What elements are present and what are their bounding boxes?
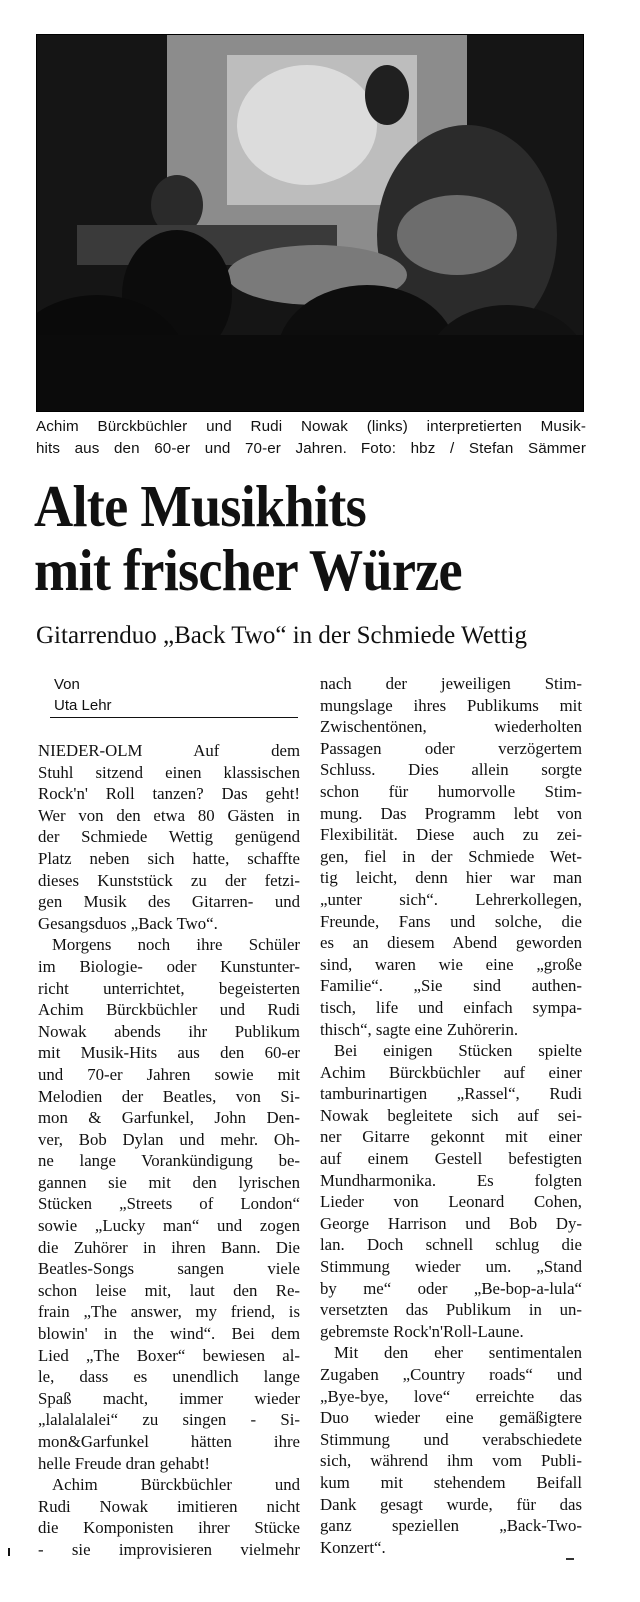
text-line: lan. Doch schnell schlug die bbox=[320, 1235, 582, 1255]
text-line: Wer von den etwa 80 Gästen in bbox=[38, 805, 300, 825]
text-line: ganz speziellen „Back-Two- bbox=[320, 1516, 582, 1536]
caption-line bbox=[36, 438, 586, 460]
text-line: Spaß macht, immer wieder bbox=[38, 1388, 300, 1408]
text-line: Duo wieder eine gemäßigtere bbox=[320, 1408, 582, 1428]
article-column-1 bbox=[38, 740, 300, 1561]
text-line: Melodien der Beatles, von Si- bbox=[38, 1086, 300, 1106]
concert-photo-image bbox=[37, 35, 583, 411]
text-line: schon leise mit, laut den Re- bbox=[38, 1280, 300, 1300]
text-line: frain „The answer, my friend, is bbox=[38, 1302, 300, 1322]
text-line: es an diesem Abend geworden bbox=[320, 933, 582, 953]
text-line: Nowak begleitete sich auf sei- bbox=[320, 1105, 582, 1125]
byline-von: Von bbox=[54, 676, 80, 693]
text-line: Mundharmonika. Es folgten bbox=[320, 1170, 582, 1190]
text-line: auf einem Gestell befestigten bbox=[320, 1149, 582, 1169]
text-line: „unter sich“. Lehrerkollegen, bbox=[320, 889, 582, 909]
text-line: Lied „The Boxer“ bewiesen al- bbox=[38, 1345, 300, 1365]
headline-line: Alte Musikhits bbox=[34, 473, 367, 539]
byline-divider bbox=[50, 717, 298, 718]
text-line: Zwischentönen, wiederholten bbox=[320, 717, 582, 737]
text-line: Gesangsduos „Back Two“. bbox=[38, 913, 218, 933]
margin-mark bbox=[8, 1548, 10, 1556]
text-line: im Biologie- oder Kunstunter- bbox=[38, 956, 300, 976]
text-line: „Bye-bye, love“ erreichte das bbox=[320, 1386, 582, 1406]
text-line: „lalalalalei“ zu singen - Si- bbox=[38, 1410, 300, 1430]
text-line: der Schmiede Wettig genügend bbox=[38, 827, 300, 847]
text-line: mon & Garfunkel, John Den- bbox=[38, 1108, 300, 1128]
text-line: versetzten das Publikum in un- bbox=[320, 1300, 582, 1320]
text-line: mit Musik-Hits aus den 60-er bbox=[38, 1043, 300, 1063]
byline-author: Uta Lehr bbox=[54, 697, 112, 714]
text-line: Passagen oder verzögertem bbox=[320, 738, 582, 758]
text-line: helle Freude dran gehabt! bbox=[38, 1453, 210, 1473]
text-line: Schluss. Dies allein sorgte bbox=[320, 760, 582, 780]
text-line: Nowak abends ihr Publikum bbox=[38, 1021, 300, 1041]
photo-credit: Foto: hbz / Stefan Sämmer bbox=[360, 440, 586, 457]
text-line: Freunde, Fans und solche, die bbox=[320, 911, 582, 931]
text-line: Achim Bürckbüchler und Rudi bbox=[38, 1000, 300, 1020]
text-line: Platz neben sich hatte, schaffte bbox=[38, 848, 300, 868]
article-photo bbox=[36, 34, 584, 412]
text-line: Familie“. „Sie sind authen- bbox=[320, 976, 582, 996]
text-line: sowie „Lucky man“ und zogen bbox=[38, 1216, 300, 1236]
text-line: kum mit stehendem Beifall bbox=[320, 1472, 582, 1492]
text-line: blowin' in the wind“. Bei dem bbox=[38, 1324, 300, 1344]
text-line: Beatles-Songs sangen viele bbox=[38, 1259, 300, 1279]
text-line: dieses Kunststück zu der fetzi- bbox=[38, 870, 300, 890]
text-line: Morgens noch ihre Schüler bbox=[52, 935, 300, 955]
byline bbox=[54, 674, 300, 716]
text-line: le, dass es unendlich lange bbox=[38, 1367, 300, 1387]
text-line: ne lange Vorankündigung be- bbox=[38, 1151, 300, 1171]
subtitle: Gitarrenduo „Back Two“ in der Schmiede Wettig bbox=[36, 622, 528, 649]
text-line: Bei einigen Stücken spielte bbox=[334, 1041, 582, 1061]
text-line: Lieder von Leonard Cohen, bbox=[320, 1192, 582, 1212]
text-line: mungslage ihres Publikums mit bbox=[320, 695, 582, 715]
text-line: gen Musik des Gitarren- und bbox=[38, 892, 300, 912]
text-line: gannen sie mit den lyrischen bbox=[38, 1172, 300, 1192]
text-line: Dank gesagt wurde, für das bbox=[320, 1494, 582, 1514]
article-column-2 bbox=[320, 673, 582, 1558]
text-line: Stimmung und verabschiedete bbox=[320, 1429, 582, 1449]
text-line: thisch“, sagte eine Zuhörerin. bbox=[320, 1019, 519, 1039]
text-line: Stuhl sitzend einen klassischen bbox=[38, 762, 300, 782]
text-line: die Komponisten ihrer Stücke bbox=[38, 1518, 300, 1538]
text-line: Zugaben „Country roads“ und bbox=[320, 1365, 582, 1384]
text-line: schon für humorvolle Stim- bbox=[320, 781, 582, 801]
text-line: Rock'n' Roll tanzen? Das geht! bbox=[38, 784, 300, 804]
text-line: - sie improvisieren vielmehr bbox=[38, 1539, 300, 1559]
text-line: sich, während ihm vom Publi- bbox=[320, 1451, 582, 1471]
text-line: Mit den eher sentimentalen bbox=[334, 1343, 582, 1363]
text-line: Konzert“. bbox=[320, 1537, 386, 1557]
text-line: Flexibilität. Diese auch zu zei- bbox=[320, 825, 582, 845]
text-line: nach der jeweiligen Stim- bbox=[320, 674, 582, 693]
text-line: und 70-er Jahren sowie mit bbox=[38, 1064, 300, 1084]
text-line: Stücken „Streets of London“ bbox=[38, 1194, 300, 1214]
text-line: Rudi Nowak imitieren nicht bbox=[38, 1496, 300, 1516]
text-line: ner Gitarre gekonnt mit einer bbox=[320, 1127, 582, 1147]
text-line: sind, waren wie eine „große bbox=[320, 954, 582, 974]
text-line: Achim Bürckbüchler auf einer bbox=[320, 1062, 582, 1082]
text-line: tig leicht, denn hier war man bbox=[320, 868, 582, 888]
headline-line: mit frischer Würze bbox=[34, 537, 462, 603]
text-line: NIEDER-OLM Auf dem bbox=[38, 741, 300, 760]
text-line: tamburinartigen „Rassel“, Rudi bbox=[320, 1084, 582, 1104]
text-line: mung. Das Programm lebt von bbox=[320, 803, 582, 823]
photo-caption bbox=[36, 416, 586, 460]
text-line: tisch, life und einfach sympa- bbox=[320, 997, 582, 1017]
caption-line-text: hits aus den 60-er und 70-er Jahren. bbox=[36, 440, 347, 457]
text-line: by me“ oder „Be-bop-a-lula“ bbox=[320, 1278, 582, 1298]
text-line: ver, Bob Dylan und mehr. Oh- bbox=[38, 1129, 300, 1149]
text-line: gen, fiel in der Schmiede Wet- bbox=[320, 846, 582, 866]
text-line: richt unterrichtet, begeisterten bbox=[38, 978, 300, 998]
text-line: mon&Garfunkel hätten ihre bbox=[38, 1432, 300, 1451]
text-line: Stimmung wieder um. „Stand bbox=[320, 1257, 582, 1277]
caption-line: Achim Bürckbüchler und Rudi Nowak (links) interpretierten Musik- bbox=[36, 418, 586, 435]
end-mark bbox=[566, 1558, 574, 1560]
headline bbox=[34, 474, 549, 602]
text-line: die Zuhörer in ihren Bann. Die bbox=[38, 1237, 300, 1257]
text-line: George Harrison und Bob Dy- bbox=[320, 1213, 582, 1233]
text-line: gebremste Rock'n'Roll-Laune. bbox=[320, 1321, 524, 1341]
text-line: Achim Bürckbüchler und bbox=[52, 1475, 300, 1495]
